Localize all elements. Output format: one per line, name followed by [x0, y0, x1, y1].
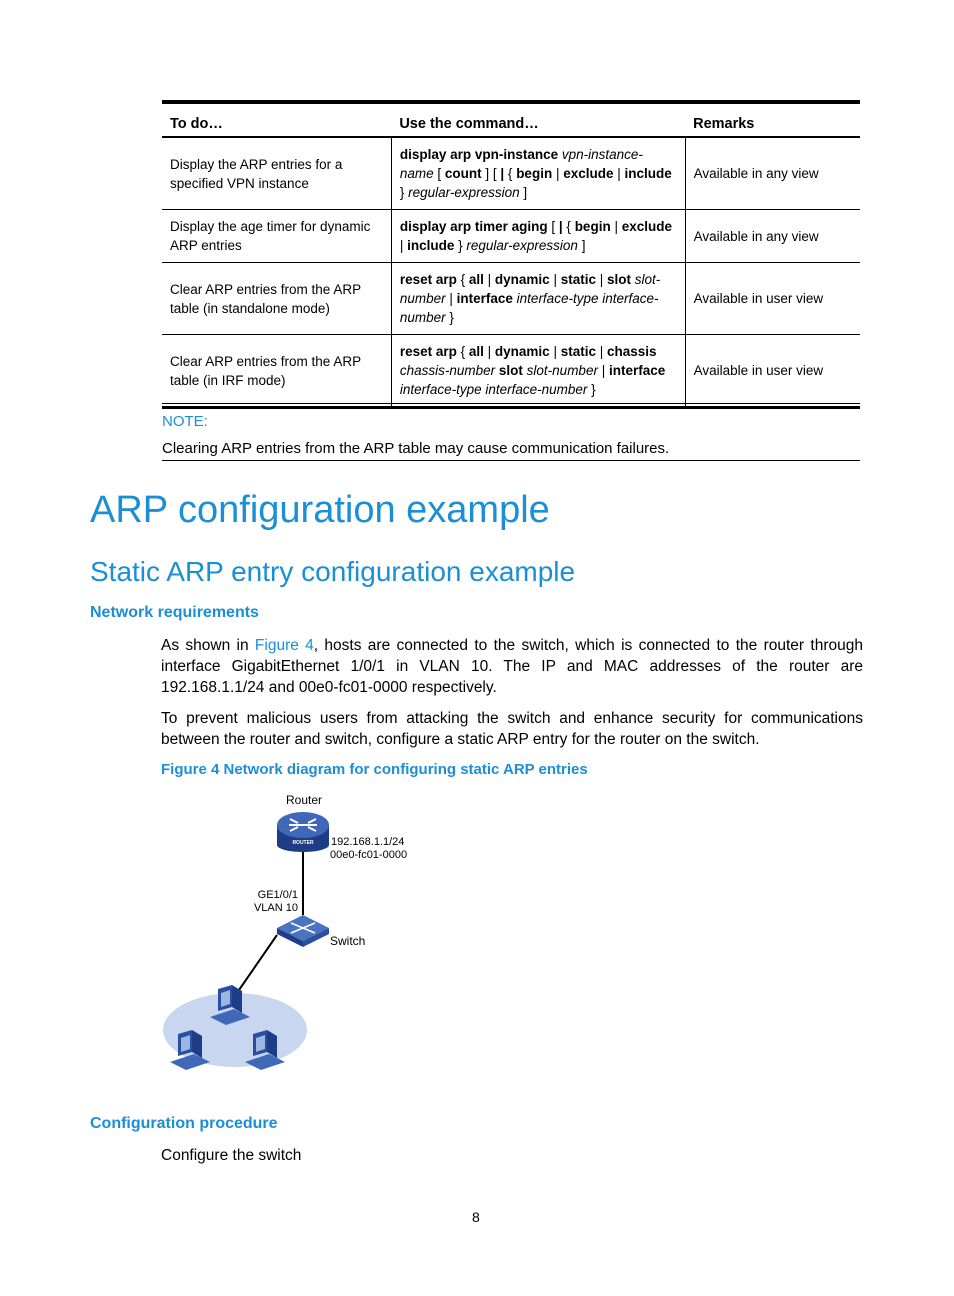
table-row	[162, 137, 860, 210]
command-keyword: slot	[607, 272, 632, 287]
cell-todo: Clear ARP entries from the ARP table (in standalone mode)	[162, 263, 391, 335]
router-ip: 192.168.1.1/24	[331, 836, 405, 848]
note-label: NOTE:	[162, 413, 208, 430]
router-mac: 00e0-fc01-0000	[330, 849, 408, 861]
configure-switch-text: Configure the switch	[161, 1147, 302, 1164]
command-keyword: static	[560, 272, 596, 287]
cell-command	[391, 210, 685, 263]
command-argument: regular-expression	[466, 238, 578, 253]
figure-caption: Figure 4 Network diagram for configuring static ARP entries	[161, 761, 588, 778]
command-keyword: begin	[516, 166, 553, 181]
cell-command	[391, 335, 685, 408]
command-keyword: interface	[608, 363, 666, 378]
command-argument: slot-number	[526, 363, 598, 378]
command-argument: chassis-number	[399, 363, 496, 378]
command-keyword: |	[500, 166, 505, 181]
command-syntax: [	[433, 166, 445, 181]
command-syntax: |	[610, 219, 622, 234]
command-syntax: |	[596, 272, 608, 287]
command-syntax: [	[547, 219, 559, 234]
command-argument: slot-number	[399, 272, 661, 306]
command-keyword: reset arp	[399, 344, 457, 359]
table-row	[162, 263, 860, 335]
command-argument: interface-type interface-number	[399, 382, 588, 397]
command-argument: vpn-instance-name	[399, 147, 643, 181]
command-keyword: slot	[498, 363, 523, 378]
p1-text-before: As shown in	[161, 637, 255, 654]
paragraph-requirements-2: To prevent malicious users from attacking the switch and enhance security for communications between the router and switch, configure a static ARP entry for the router on the switch.	[161, 710, 863, 748]
link-switch-hosts	[239, 935, 277, 990]
command-keyword: exclude	[621, 219, 672, 234]
cell-remarks: Available in any view	[685, 210, 860, 263]
switch-label: Switch	[330, 934, 366, 948]
cell-command	[391, 263, 685, 335]
subsection-title: Static ARP entry configuration example	[90, 556, 576, 587]
command-keyword: chassis	[607, 344, 657, 359]
table-row	[162, 210, 860, 263]
command-keyword: |	[558, 219, 563, 234]
router-icon	[277, 812, 329, 852]
command-argument: interface-type interface-number	[399, 291, 659, 325]
command-keyword: all	[468, 344, 484, 359]
command-syntax: |	[549, 272, 561, 287]
command-keyword: exclude	[563, 166, 614, 181]
command-syntax: }	[399, 185, 409, 200]
switch-port: GE1/0/1	[257, 889, 298, 901]
command-syntax: |	[613, 166, 625, 181]
command-syntax: |	[597, 363, 609, 378]
section-title: ARP configuration example	[90, 489, 550, 531]
note-text: Clearing ARP entries from the ARP table may cause communication failures.	[162, 440, 670, 457]
command-syntax: {	[504, 166, 517, 181]
command-syntax: |	[483, 344, 495, 359]
switch-icon	[277, 915, 329, 947]
command-syntax: |	[399, 238, 408, 253]
header-command: Use the command…	[399, 115, 539, 132]
cell-todo: Display the age timer for dynamic ARP entries	[162, 210, 391, 263]
command-syntax: ] [	[481, 166, 501, 181]
command-argument: regular-expression	[408, 185, 520, 200]
command-syntax: |	[483, 272, 495, 287]
heading-configuration-procedure: Configuration procedure	[90, 1115, 278, 1132]
command-keyword: reset arp	[399, 272, 457, 287]
command-keyword: count	[444, 166, 482, 181]
command-table	[162, 100, 860, 409]
p1-text-after: , hosts are connected to the switch, which is connected to the router through interface GigabitEthernet 1/0/1 in VLAN 10. The IP and MAC addresses of the router are 192.168.1.1/24 and 00e0-fc01-0000 respectively.	[161, 637, 863, 696]
table-row	[162, 335, 860, 408]
command-syntax: |	[445, 291, 457, 306]
router-label: Router	[285, 793, 323, 807]
command-syntax: {	[456, 272, 469, 287]
figure-link[interactable]: Figure 4	[254, 637, 314, 654]
command-syntax: ]	[577, 238, 586, 253]
cell-remarks: Available in user view	[685, 335, 860, 408]
command-syntax: |	[549, 344, 561, 359]
command-keyword: begin	[574, 219, 611, 234]
cell-remarks: Available in user view	[685, 263, 860, 335]
command-keyword: include	[624, 166, 672, 181]
command-syntax: |	[552, 166, 564, 181]
header-remarks: Remarks	[693, 115, 755, 132]
heading-network-requirements: Network requirements	[90, 604, 259, 621]
header-todo: To do…	[170, 115, 223, 132]
table-header-row	[162, 102, 860, 137]
router-badge: ROUTER	[292, 840, 314, 846]
command-keyword: display arp vpn-instance	[399, 147, 559, 162]
command-keyword: static	[560, 344, 596, 359]
network-diagram	[150, 785, 430, 1085]
command-syntax: }	[587, 382, 596, 397]
cell-todo: Clear ARP entries from the ARP table (in IRF mode)	[162, 335, 391, 408]
command-syntax: ]	[519, 185, 528, 200]
command-syntax: {	[456, 344, 469, 359]
command-keyword: interface	[456, 291, 513, 306]
cell-todo: Display the ARP entries for a specified VPN instance	[162, 137, 391, 210]
command-keyword: include	[407, 238, 455, 253]
command-syntax: {	[562, 219, 575, 234]
switch-vlan: VLAN 10	[253, 902, 298, 914]
cell-remarks: Available in any view	[685, 137, 860, 210]
command-syntax: }	[454, 238, 467, 253]
command-syntax: |	[596, 344, 608, 359]
page-number: 8	[472, 1209, 480, 1225]
command-syntax: }	[445, 310, 454, 325]
command-keyword: all	[468, 272, 484, 287]
note-box	[162, 403, 860, 461]
command-keyword: dynamic	[494, 344, 550, 359]
command-keyword: dynamic	[494, 272, 550, 287]
cell-command	[391, 137, 685, 210]
paragraph-requirements-1	[161, 635, 863, 698]
command-keyword: display arp timer aging	[399, 219, 548, 234]
